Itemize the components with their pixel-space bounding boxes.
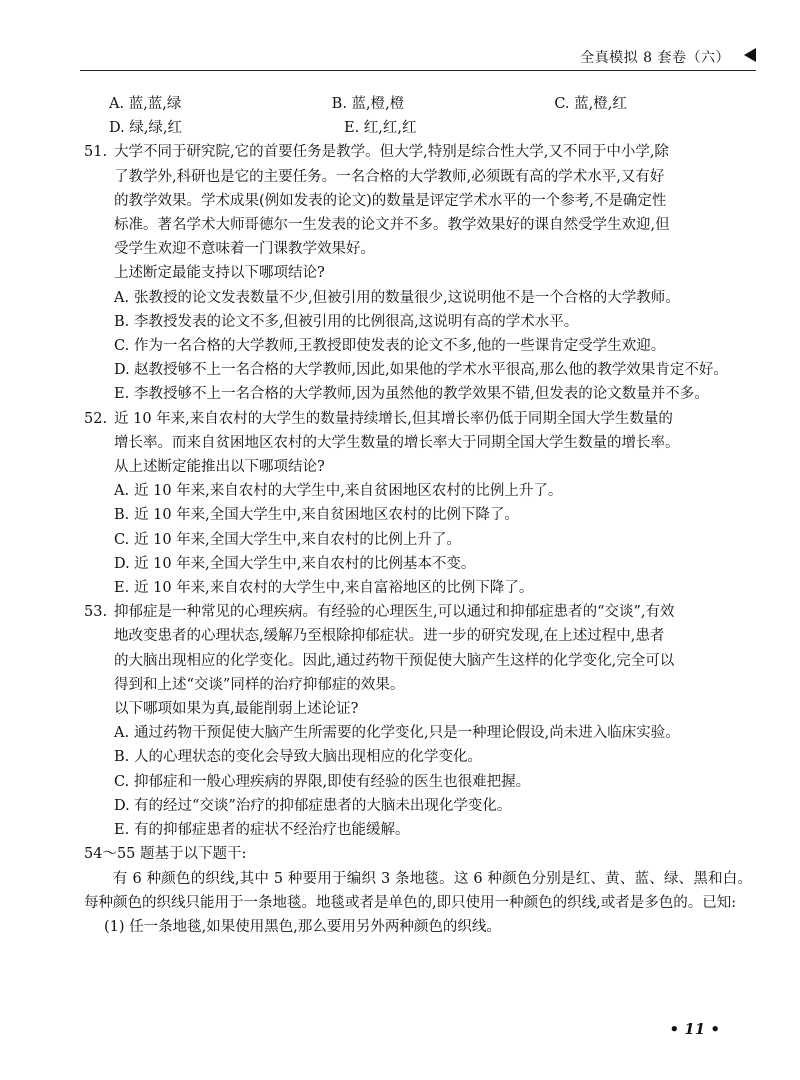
question-stem: 上述断定最能支持以下哪项结论? bbox=[114, 265, 325, 282]
question-number: 53. bbox=[84, 604, 108, 621]
question-line: 大学不同于研究院,它的首要任务是教学。但大学,特别是综合性大学,又不同于中小学,除 bbox=[114, 144, 669, 161]
prev-options-row-1 bbox=[84, 92, 752, 116]
choice-c bbox=[114, 528, 752, 552]
choice-text: 通过药物干预促使大脑产生所需要的化学变化,只是一种理论假设,尚未进入临床实验。 bbox=[134, 725, 680, 742]
choice-d bbox=[114, 552, 752, 576]
question-line: 的大脑出现相应的化学变化。因此,通过药物干预促使大脑产生这样的化学变化,完全可以 bbox=[114, 652, 675, 669]
choice-b bbox=[114, 310, 752, 334]
choice-d bbox=[114, 794, 752, 818]
question-line: 抑郁症是一种常见的心理疾病。有经验的心理医生,可以通过和抑郁症患者的“交谈”,有效 bbox=[114, 604, 675, 621]
choice-text: 李教授够不上一名合格的大学教师,因为虽然他的教学效果不错,但发表的论文数量并不多。 bbox=[134, 386, 709, 403]
choice-d bbox=[114, 358, 752, 382]
choice-text: 近 10 年来,全国大学生中,来自农村的比例基本不变。 bbox=[134, 555, 476, 572]
question-line: 标准。著名学术大师哥德尔一生发表的论文并不多。教学效果好的课自然受学生欢迎,但 bbox=[114, 217, 670, 234]
question-line: 得到和上述“交谈”同样的治疗抑郁症的效果。 bbox=[114, 676, 405, 693]
question-stem: 从上述断定能推出以下哪项结论? bbox=[114, 459, 325, 476]
choice-letter: A. bbox=[114, 289, 130, 306]
choice-letter: A. bbox=[114, 725, 130, 742]
prev-option-c: C. 蓝,橙,红 bbox=[554, 96, 627, 112]
choice-letter: E. bbox=[114, 386, 130, 403]
choice-a bbox=[114, 721, 752, 745]
choice-text: 赵教授够不上一名合格的大学教师,因此,如果他的学术水平很高,那么他的教学效果肯定不好。 bbox=[134, 362, 728, 379]
question-line: 了教学外,科研也是它的主要任务。一名合格的大学教师,必须既有高的学术水平,又有好 bbox=[114, 168, 665, 185]
choice-e bbox=[114, 382, 752, 406]
choice-letter: B. bbox=[114, 507, 130, 524]
question-line: 地改变患者的心理状态,缓解乃至根除抑郁症状。进一步的研究发现,在上述过程中,患者 bbox=[114, 628, 665, 645]
choice-e bbox=[114, 818, 752, 842]
prev-option-a: A. 蓝,蓝,绿 bbox=[109, 96, 182, 112]
choice-letter: C. bbox=[114, 338, 130, 355]
choice-letter: E. bbox=[114, 580, 130, 597]
choice-letter: E. bbox=[114, 822, 130, 839]
choice-c bbox=[114, 770, 752, 794]
choice-text: 有的经过“交谈”治疗的抑郁症患者的大脑未出现化学变化。 bbox=[134, 797, 512, 814]
choice-text: 作为一名合格的大学教师,王教授即使发表的论文不多,他的一些课肯定受学生欢迎。 bbox=[134, 338, 666, 355]
question-stem: 以下哪项如果为真,最能削弱上述论证? bbox=[114, 701, 359, 718]
choice-b bbox=[114, 503, 752, 527]
choice-letter: C. bbox=[114, 531, 130, 548]
choice-b bbox=[114, 745, 752, 769]
question-line: 受学生欢迎不意味着一门课教学效果好。 bbox=[114, 241, 375, 258]
choice-text: 近 10 年来,全国大学生中,来自农村的比例上升了。 bbox=[134, 531, 461, 548]
question-group-paragraph: 有 6 种颜色的织线,其中 5 种要用于编织 3 条地毯。这 6 种颜色分别是红、黄、蓝、绿、黑和白。每种颜色的织线只能用于一条地毯。地毯或者是单色的,即只使用一种颜色的织线,或者是多色的。已知: bbox=[84, 870, 752, 911]
choice-text: 抑郁症和一般心理疾病的界限,即使有经验的医生也很难把握。 bbox=[134, 773, 531, 790]
choice-c bbox=[114, 334, 752, 358]
choice-text: 张教授的论文发表数量不少,但被引用的数量很少,这说明他不是一个合格的大学教师。 bbox=[134, 289, 680, 306]
choice-text: 李教授发表的论文不多,但被引用的比例很高,这说明有高的学术水平。 bbox=[134, 313, 579, 330]
choice-text: 近 10 年来,来自农村的大学生中,来自富裕地区的比例下降了。 bbox=[134, 580, 534, 597]
choice-letter: B. bbox=[114, 313, 130, 330]
choice-letter: D. bbox=[114, 797, 130, 814]
question-line: 的教学效果。学术成果(例如发表的论文)的数量是评定学术水平的一个参考,不是确定性 bbox=[114, 192, 667, 209]
question-number: 51. bbox=[84, 144, 108, 161]
question-line: 增长率。而来自贫困地区农村的大学生数量的增长率大于同期全国大学生数量的增长率。 bbox=[114, 434, 680, 451]
page-header bbox=[80, 46, 756, 71]
choice-text: 人的心理状态的变化会导致大脑出现相应的化学变化。 bbox=[134, 749, 482, 766]
prev-option-d: D. 绿,绿,红 bbox=[109, 120, 183, 137]
choice-letter: D. bbox=[114, 555, 130, 572]
choice-letter: C. bbox=[114, 773, 130, 790]
question-53 bbox=[84, 600, 752, 842]
prev-option-e: E. 红,红,红 bbox=[344, 120, 417, 137]
prev-option-b: B. 蓝,橙,橙 bbox=[331, 96, 405, 112]
choice-e bbox=[114, 576, 752, 600]
question-52 bbox=[84, 407, 752, 601]
page-content bbox=[84, 92, 752, 939]
condition-1: (1) 任一条地毯,如果使用黑色,那么要用另外两种颜色的织线。 bbox=[104, 918, 501, 935]
choice-letter: D. bbox=[114, 362, 130, 379]
question-51 bbox=[84, 140, 752, 406]
choice-text: 有的抑郁症患者的症状不经治疗也能缓解。 bbox=[134, 822, 410, 839]
choice-letter: A. bbox=[114, 483, 130, 500]
question-number: 52. bbox=[84, 410, 108, 427]
choice-letter: B. bbox=[114, 749, 130, 766]
choice-text: 近 10 年来,来自农村的大学生中,来自贫困地区农村的比例上升了。 bbox=[134, 483, 563, 500]
header-title: 全真模拟 8 套卷（六） bbox=[580, 50, 730, 66]
prev-options-row-2 bbox=[84, 116, 752, 140]
page-number: • 11 • bbox=[669, 1020, 720, 1038]
choice-a bbox=[114, 479, 752, 503]
choice-a bbox=[114, 286, 752, 310]
question-group-heading: 54～55 题基于以下题干: bbox=[84, 846, 247, 863]
question-line: 近 10 年来,来自农村的大学生的数量持续增长,但其增长率仍低于同期全国大学生数量的 bbox=[114, 410, 673, 427]
choice-text: 近 10 年来,全国大学生中,来自贫困地区农村的比例下降了。 bbox=[134, 507, 519, 524]
triangle-marker-icon bbox=[744, 48, 756, 62]
